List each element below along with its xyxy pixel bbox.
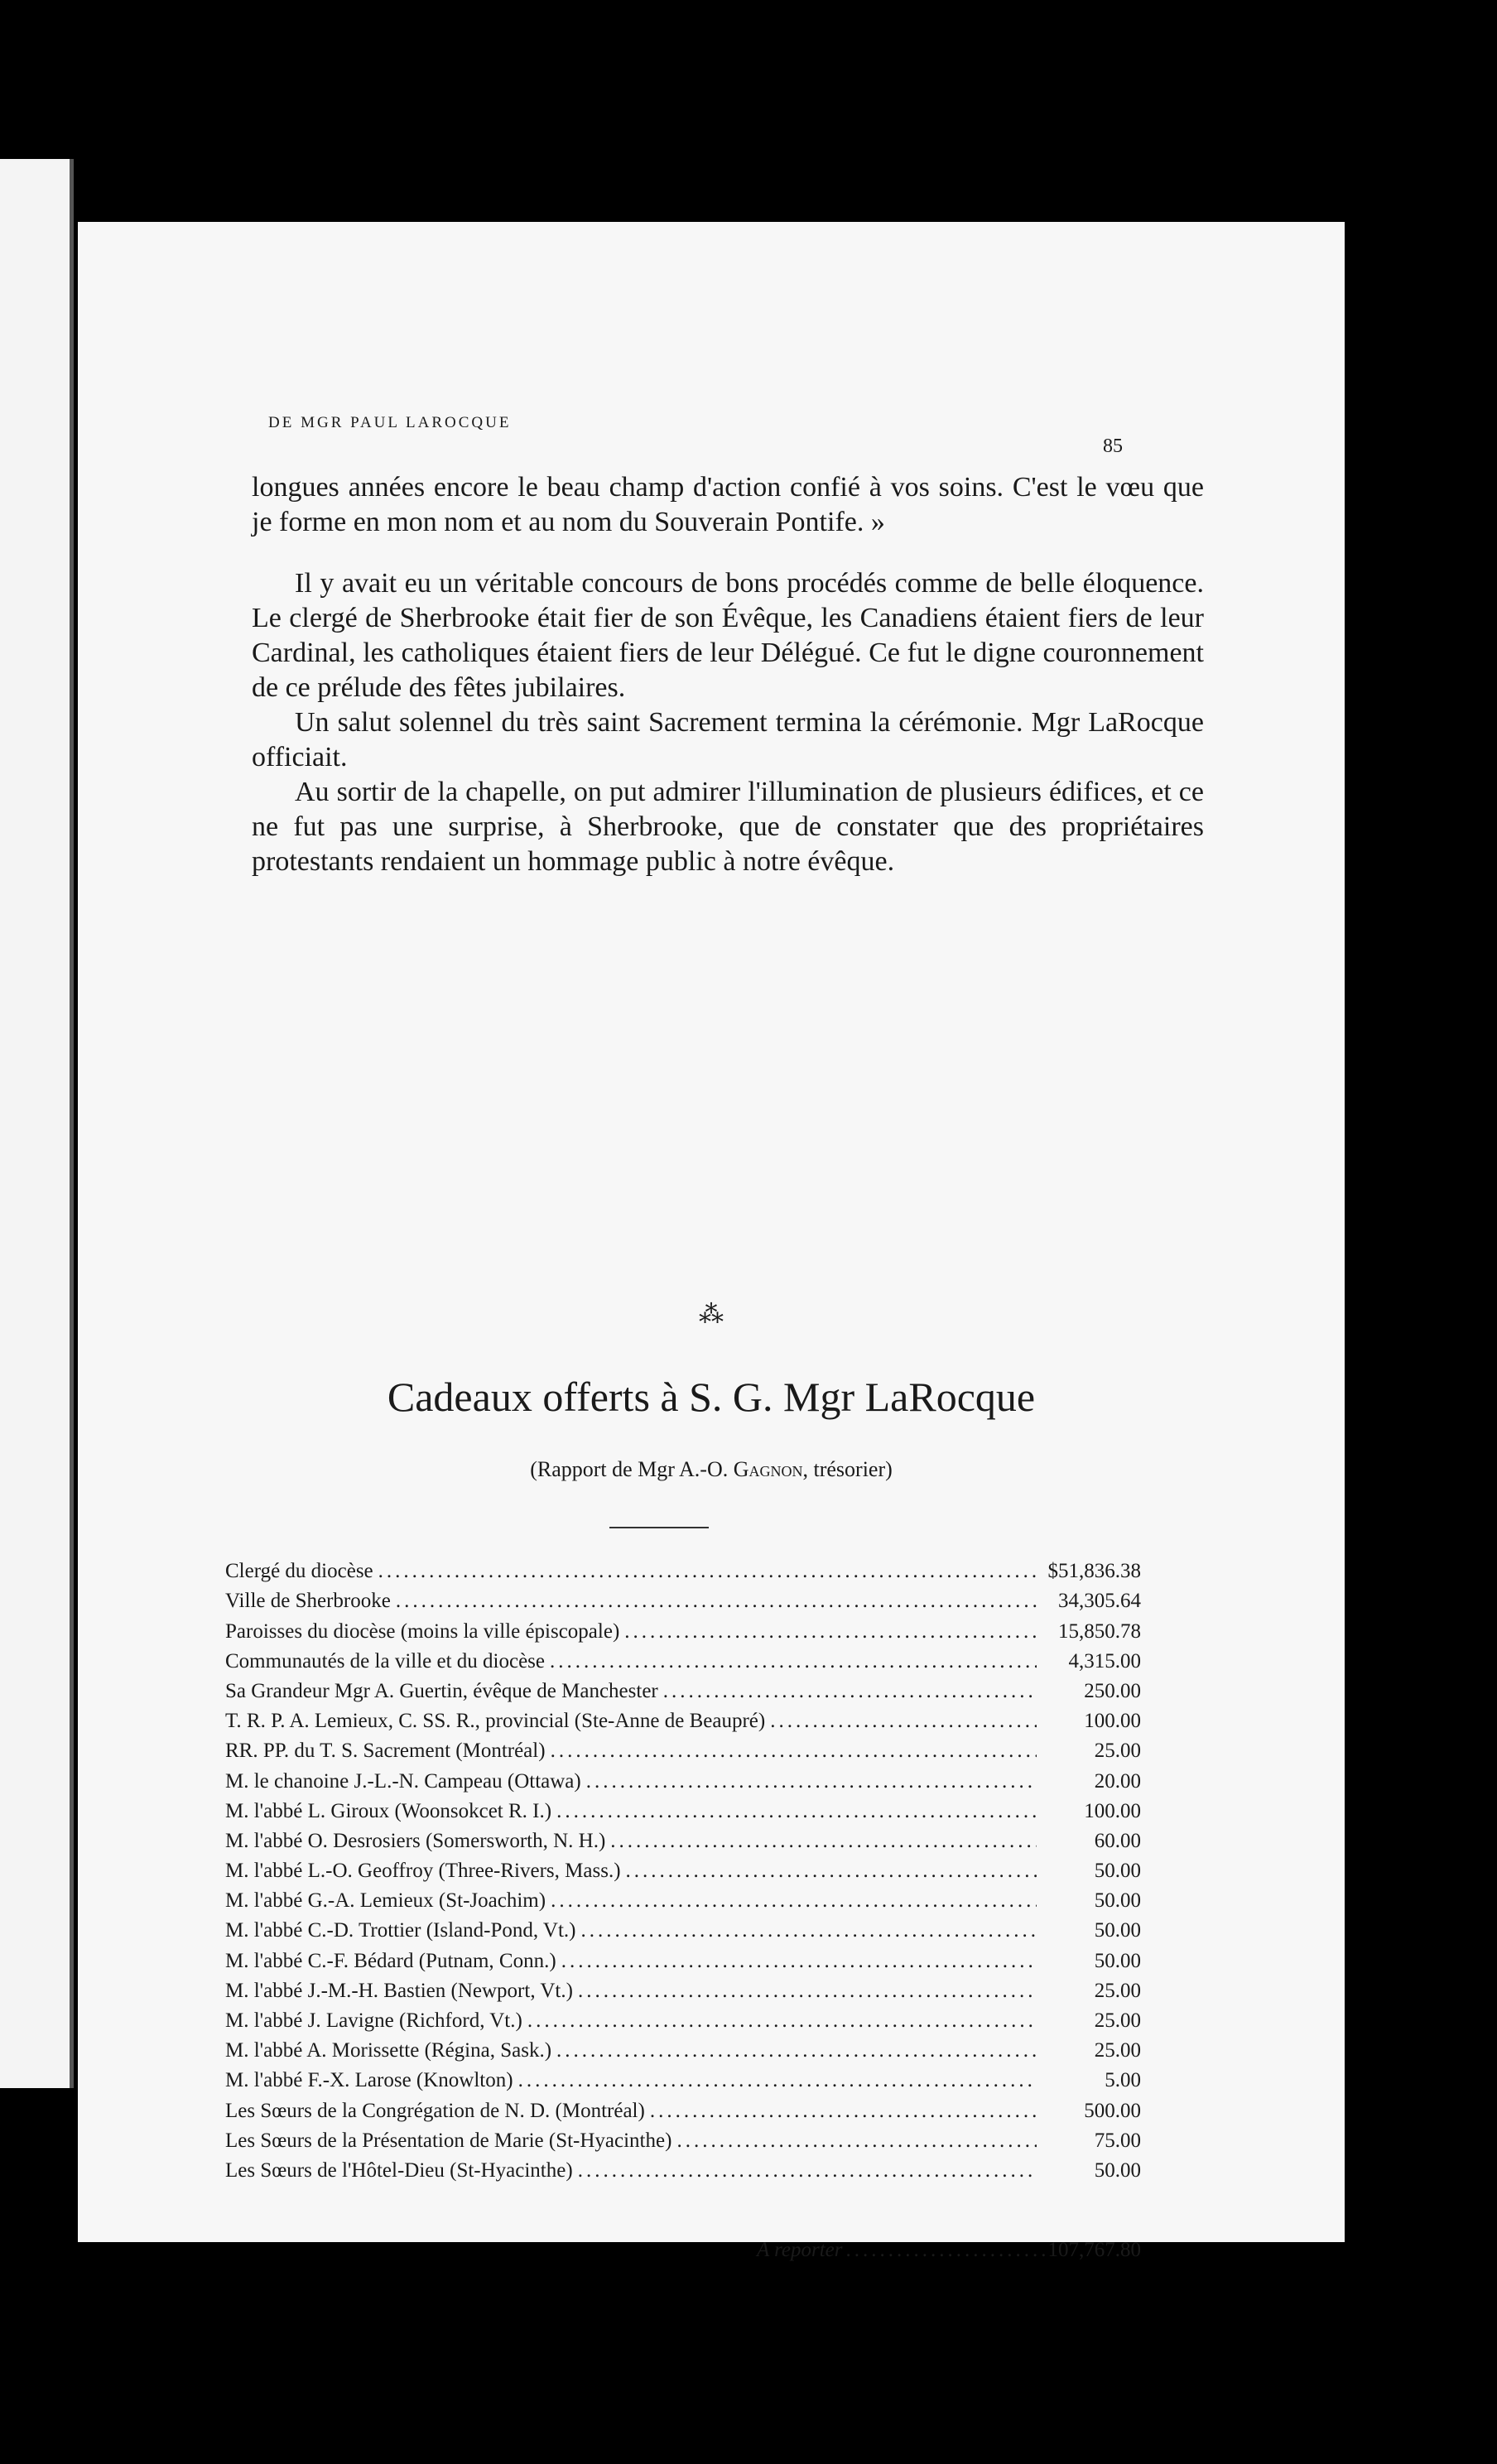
donation-row: [225, 1853, 1141, 1883]
donor-name: Communautés de la ville et du diocèse: [225, 1649, 546, 1672]
donor-name: M. l'abbé C.-F. Bédard (Putnam, Conn.): [225, 1949, 556, 1972]
leader-dots: [610, 1830, 1037, 1853]
donation-amount: 50.00: [1094, 1949, 1141, 1972]
donor-name: M. le chanoine J.-L.-N. Campeau (Ottawa): [225, 1769, 581, 1793]
donation-amount: 50.00: [1094, 1889, 1141, 1913]
subtitle-suffix: , trésorier): [802, 1457, 893, 1481]
body-text: [252, 470, 1204, 879]
donation-amount: 50.00: [1094, 1919, 1141, 1942]
facing-page-edge: [0, 159, 74, 2088]
donation-row: [225, 2062, 1141, 2092]
donor-name: M. l'abbé C.-D. Trottier (Island-Pond, Vt.): [225, 1919, 576, 1942]
donor-name: Clergé du diocèse: [225, 1560, 373, 1583]
asterism-ornament: ⁂: [699, 1301, 724, 1328]
leader-dots: [556, 1800, 1037, 1823]
leader-dots: [578, 2159, 1037, 2182]
running-head: DE MGR PAUL LAROCQUE: [268, 414, 512, 431]
paragraph: Un salut solennel du très saint Sacrement termina la cérémonie. Mgr LaRocque officiait.: [252, 707, 1204, 772]
donor-name: Sa Grandeur Mgr A. Guertin, évêque de Manchester: [225, 1679, 658, 1702]
donation-row: [225, 1643, 1141, 1673]
leader-dots: [578, 1980, 1037, 2003]
donor-name: M. l'abbé A. Morissette (Régina, Sask.): [225, 2039, 552, 2062]
leader-dots: [527, 2009, 1037, 2033]
donation-row: [225, 2153, 1141, 2182]
section-title: Cadeaux offerts à S. G. Mgr LaRocque: [387, 1374, 1036, 1420]
carry-forward: [757, 2239, 1141, 2262]
leader-dots: [676, 2130, 1037, 2153]
donor-name: Ville de Sherbrooke: [225, 1590, 391, 1613]
paragraph: Au sortir de la chapelle, on put admirer l'illumination de plusieurs édifices, et ce ne fut pas une surprise, à Sherbrooke, que de constater que des propriétaires protestants rendaient un hommage public à notre évêque.: [252, 777, 1204, 877]
donor-name: T. R. P. A. Lemieux, C. SS. R., provincial (Ste-Anne de Beaupré): [225, 1710, 766, 1733]
leader-dots: [551, 1889, 1037, 1913]
divider-rule: [609, 1527, 709, 1528]
donor-name: Les Sœurs de la Présentation de Marie (St-Hyacinthe): [225, 2129, 672, 2152]
leader-dots: [551, 1740, 1037, 1763]
donor-name: M. l'abbé L.-O. Geoffroy (Three-Rivers, Mass.): [225, 1860, 621, 1883]
donation-row: [225, 1883, 1141, 1913]
donation-row: [225, 1763, 1141, 1793]
paragraph: Il y avait eu un véritable concours de bons procédés comme de belle éloquence. Le clergé de Sherbrooke était fier de son Évêque, les Canadiens étaient fiers de leur Cardinal, les catholiques étaient fiers de leur Délégué. Ce fut le digne couronnement de ce prélude des fêtes jubilaires.: [252, 568, 1204, 703]
page-number: 85: [1103, 436, 1123, 457]
donation-amount: 25.00: [1094, 2009, 1141, 2032]
donation-row: [225, 1733, 1141, 1763]
donor-name: M. l'abbé G.-A. Lemieux (St-Joachim): [225, 1889, 546, 1913]
leader-dots: [624, 1620, 1037, 1643]
leader-dots: [518, 2069, 1037, 2092]
leader-dots: [626, 1860, 1037, 1883]
donor-name: M. l'abbé F.-X. Larose (Knowlton): [225, 2069, 513, 2092]
donation-amount: 500.00: [1084, 2099, 1141, 2122]
donor-name: Paroisses du diocèse (moins la ville épiscopale): [225, 1619, 620, 1643]
donor-name: M. l'abbé L. Giroux (Woonsokcet R. I.): [225, 1799, 552, 1822]
carry-forward-label: A reporter: [757, 2239, 843, 2261]
donation-row: [225, 1613, 1141, 1643]
donation-row: [225, 2123, 1141, 2153]
donation-amount: 5.00: [1105, 2069, 1141, 2092]
donation-row: [225, 1553, 1141, 1583]
donation-amount: 75.00: [1094, 2129, 1141, 2152]
leader-dots: [580, 1919, 1037, 1942]
donor-name: Les Sœurs de l'Hôtel-Dieu (St-Hyacinthe): [225, 2158, 573, 2182]
donation-amount: 50.00: [1094, 1860, 1141, 1883]
book-page: [78, 222, 1345, 2261]
leader-dots: [561, 1950, 1037, 1973]
leader-dots: [378, 1560, 1037, 1583]
donation-amount: 25.00: [1094, 2039, 1141, 2062]
donation-amount: 25.00: [1094, 1740, 1141, 1763]
donor-name: Les Sœurs de la Congrégation de N. D. (Montréal): [225, 2099, 645, 2122]
paragraph: longues années encore le beau champ d'action confié à vos soins. C'est le vœu que je forme en mon nom et au nom du Souverain Pontife. »: [252, 472, 1204, 537]
donation-row: [225, 1942, 1141, 1972]
donation-amount: 15,850.78: [1058, 1619, 1141, 1643]
donation-row: [225, 1793, 1141, 1823]
section-subtitle: [78, 1457, 1345, 1482]
donation-amount: 20.00: [1094, 1769, 1141, 1793]
donation-amount: 60.00: [1094, 1829, 1141, 1852]
treasurer-name: Gagnon: [733, 1457, 803, 1481]
donation-amount: 100.00: [1084, 1710, 1141, 1733]
donation-row: [225, 1583, 1141, 1613]
donation-list: [225, 1553, 1141, 2182]
leader-dots: [586, 1770, 1037, 1793]
leader-dots: [550, 1650, 1037, 1673]
leader-dots: [770, 1710, 1037, 1733]
leader-dots: [650, 2100, 1037, 2123]
donation-row: [225, 2033, 1141, 2062]
leader-dots: [396, 1590, 1037, 1613]
donor-name: M. l'abbé J.-M.-H. Bastien (Newport, Vt.): [225, 1979, 573, 2002]
donation-amount: 250.00: [1084, 1679, 1141, 1702]
donation-row: [225, 1973, 1141, 2003]
donation-amount: 100.00: [1084, 1799, 1141, 1822]
subtitle-prefix: (Rapport de Mgr A.-O.: [530, 1457, 734, 1481]
donor-name: RR. PP. du T. S. Sacrement (Montréal): [225, 1740, 546, 1763]
donation-row: [225, 1673, 1141, 1703]
donation-row: [225, 1703, 1141, 1733]
donation-amount: $51,836.38: [1047, 1560, 1141, 1583]
donor-name: M. l'abbé O. Desrosiers (Somersworth, N. H.): [225, 1829, 606, 1852]
donation-row: [225, 2003, 1141, 2033]
donation-row: [225, 1823, 1141, 1853]
donation-amount: 25.00: [1094, 1979, 1141, 2002]
donation-row: [225, 2092, 1141, 2122]
leader-dots: [556, 2039, 1037, 2062]
donation-amount: 50.00: [1094, 2158, 1141, 2182]
leader-dots: [663, 1680, 1037, 1703]
donation-amount: 34,305.64: [1058, 1590, 1141, 1613]
leader-dots: [845, 2239, 1044, 2262]
donation-row: [225, 1913, 1141, 1942]
donor-name: M. l'abbé J. Lavigne (Richford, Vt.): [225, 2009, 522, 2032]
carry-forward-amount: 107,767.80: [1047, 2239, 1141, 2261]
donation-amount: 4,315.00: [1068, 1649, 1141, 1672]
